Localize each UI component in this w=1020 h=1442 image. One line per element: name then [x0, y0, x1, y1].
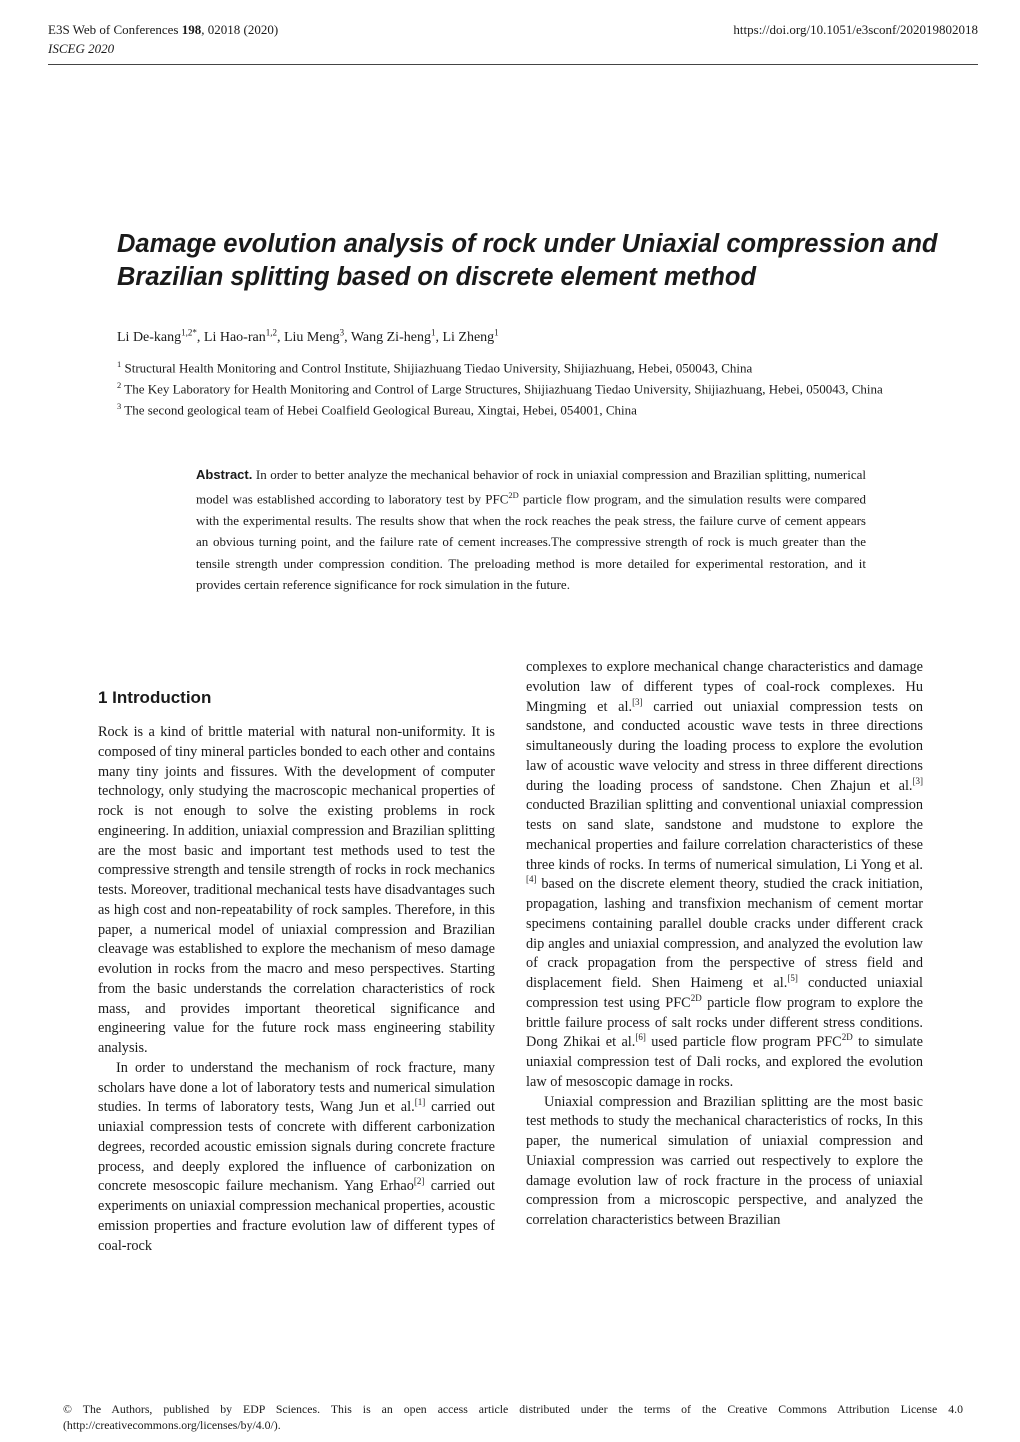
affiliations [117, 356, 932, 419]
citation-ref: [2] [413, 1176, 425, 1187]
author: Li Zheng$^1$ [442, 327, 499, 345]
citation-ref: [1] [414, 1097, 426, 1108]
author: Li De-kang$^{1,2*}$, [117, 327, 204, 345]
author-list [117, 322, 499, 348]
conference-name: ISCEG 2020 [48, 41, 115, 56]
journal-volume: 198 [181, 22, 202, 37]
journal-name: E3S Web of Conferences [48, 22, 182, 37]
header-rule [48, 64, 978, 65]
author: Liu Meng$^3$, [283, 327, 351, 345]
paragraph: In order to understand the mechanism of rock fracture, many scholars have done a lot of laboratory tests and numerical simulation studies. In terms of laboratory tests, Wang Jun et al.[1] carried out uniaxial compression tests of concrete with different carbonization degrees, recorded acoustic emission signals during concrete fracture process, and deeply explored the influence of carbonization on concrete mesoscopic failure mechanism. Yang Erhao[2] carried out experiments on uniaxial compression mechanical properties, acoustic emission properties and fracture evolution law of different types of coal-rock [98, 1059, 495, 1254]
affiliation: $^1$ Structural Health Monitoring and Control Institute, Shijiazhuang Tiedao University, Shijiazhuang, Hebei, 050043, China [117, 359, 753, 376]
author: Wang Zi-heng$^1$, [350, 327, 443, 345]
author: Li Hao-ran$^{1,2}$, [203, 327, 284, 345]
doi-link[interactable]: https://doi.org/10.1051/e3sconf/202019802018 [733, 22, 978, 37]
citation-ref: [3] [632, 696, 643, 707]
affiliation: $^2$ The Key Laboratory for Health Monitoring and Control of Large Structures, Shijiazhuang Tiedao University, Shijiazhuang, Hebei, 050043, China [117, 380, 883, 397]
paper-title: Damage evolution analysis of rock under Uniaxial compression and Brazilian splitting based on discrete element method [117, 230, 938, 291]
section-heading: 1 Introduction [98, 688, 212, 707]
citation-ref: [3] [912, 775, 923, 786]
paragraph-continued: complexes to explore mechanical change characteristics and damage evolution law of different types of coal-rock complexes. Hu Mingming et al.[3] carried out uniaxial compression tests on sandstone, and conducted acoustic wave tests in three directions simultaneously during the loading process to explore the evolution law of acoustic wave velocity and stress in three different directions during the loading process of sandstone. Chen Zhajun et al.[3] conducted Brazilian splitting and conventional uniaxial compression tests on sand slate, sandstone and mudstone to explore the mechanical properties and failure correlation characteristics of these three kinds of rocks. In terms of numerical simulation, Li Yong et al.[4] based on the discrete element theory, studied the crack initiation, propagation, lashing and transfixion mechanism of cement mortar specimens containing parallel double cracks under different crack dip angles and uniaxial compression, and analyzed the evolution law of crack propagation from the perspective of stress field and displacement field. Shen Haimeng et al.[5] conducted uniaxial compression test using $PFC^{2D}$ particle flow program to explore the brittle failure process of salt rocks under different stress conditions. Dong Zhikai et al.[6] used particle flow program $PFC^{2D}$ to simulate uniaxial compression test of Dali rocks, and explored the evolution law of mesoscopic damage in rocks. [526, 659, 924, 1090]
right-column [526, 658, 923, 1231]
license-footer: © The Authors, published by EDP Sciences. This is an open access article distributed under the terms of the Creative Commons Attribution License 4.0 (http://creativecommons.org/licenses/by/4.0/). [63, 1402, 963, 1432]
citation-ref: [5] [787, 973, 798, 984]
journal-citation [48, 20, 278, 39]
citation-ref: [4] [526, 874, 537, 885]
abstract-label: Abstract. [196, 467, 253, 482]
abstract: Abstract. In order to better analyze the mechanical behavior of rock in uniaxial compression and Brazilian splitting, numerical model was established according to laboratory test by $PFC^{2D}$ particle flow program, and the simulation results were compared with the experimental results. The results show that when the rock reaches the peak stress, the failure curve of cement appears an obvious turning point, and the failure rate of cement increases.The compressive strength of rock is much greater than the tensile strength under compression condition. The preloading method is more detailed for experimental restoration, and it provides certain reference significance for rock simulation in the future. [196, 467, 866, 592]
article-number: , 02018 (2020) [201, 22, 279, 37]
left-column [98, 723, 495, 1256]
paragraph: Uniaxial compression and Brazilian splitting are the most basic test methods to study the mechanical characteristics of rocks, In this paper, the numerical simulation of uniaxial compression and Uniaxial compression was carried out respectively to explore the damage evolution law of rock fracture in the process of uniaxial compression from a microscopic perspective, and analyzed the correlation characteristics between Brazilian [526, 1093, 923, 1228]
citation-ref: [6] [635, 1032, 646, 1043]
paragraph: Rock is a kind of brittle material with natural non-uniformity. It is composed of tiny mineral particles bonded to each other and contains many tiny joints and fissures. With the development of computer technology, only studying the macroscopic mechanical properties of rock is not enough to solve the existing problems in rock engineering. In addition, uniaxial compression and Brazilian splitting are the most basic and important test methods used to test the compressive strength and tensile strength of rocks in rock mechanics tests. Moreover, traditional mechanical tests have disadvantages such as high cost and non-repeatability of rock samples. Therefore, in this paper, a numerical model of uniaxial compression and Brazilian cleavage was established to explore the mechanism of meso damage evolution in rocks from the macro and meso perspectives. Starting from the basic understands the correlation characteristics of rock mass, and provides important theoretical significance and engineering value for the future rock mass engineering stability analysis. [98, 724, 496, 1056]
affiliation: $^3$ The second geological team of Hebei Coalfield Geological Bureau, Xingtai, Hebei, 054001, China [117, 401, 637, 418]
